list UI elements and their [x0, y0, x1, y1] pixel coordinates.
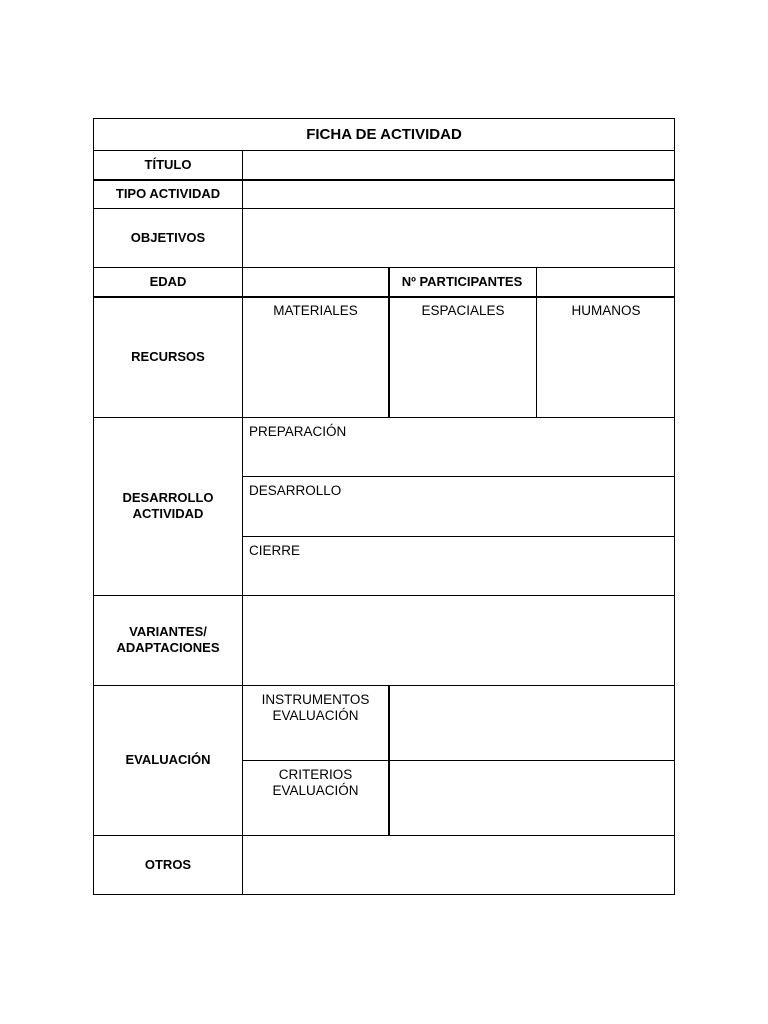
- desarrollo-actividad-label: [94, 417, 242, 595]
- activity-form: [93, 118, 675, 895]
- variantes-label-line1: VARIANTES/: [129, 624, 207, 639]
- criterios-evaluacion: [243, 767, 388, 799]
- recursos-humanos: HUMANOS: [571, 303, 641, 318]
- criterios-line2: EVALUACIÓN: [272, 783, 359, 798]
- tipo-actividad-label: TIPO ACTIVIDAD: [115, 186, 221, 201]
- divider: [242, 536, 674, 537]
- variantes-label-line2: ADAPTACIONES: [116, 640, 220, 655]
- instrumentos-line2: EVALUACIÓN: [272, 708, 359, 723]
- divider: [242, 760, 674, 761]
- instrumentos-line1: INSTRUMENTOS: [261, 692, 370, 707]
- desarrollo-label-line1: DESARROLLO: [122, 490, 214, 505]
- recursos-materiales: MATERIALES: [273, 303, 358, 318]
- objetivos-label: OBJETIVOS: [130, 229, 206, 245]
- form-title: FICHA DE ACTIVIDAD: [306, 126, 462, 143]
- instrumentos-evaluacion: [243, 692, 388, 724]
- participantes-label: Nº PARTICIPANTES: [401, 273, 523, 289]
- divider: [536, 267, 537, 417]
- evaluacion-label: EVALUACIÓN: [125, 752, 211, 767]
- fase-desarrollo: DESARROLLO: [249, 483, 342, 498]
- divider: [388, 685, 390, 835]
- divider: [242, 476, 674, 477]
- titulo-label: TÍTULO: [144, 156, 192, 172]
- recursos-espaciales: ESPACIALES: [421, 303, 505, 318]
- variantes-label: [94, 595, 242, 685]
- fase-cierre: CIERRE: [249, 543, 301, 558]
- recursos-label: RECURSOS: [131, 349, 205, 364]
- otros-label: OTROS: [144, 857, 192, 872]
- desarrollo-label-line2: ACTIVIDAD: [132, 506, 204, 521]
- edad-label: EDAD: [149, 273, 187, 289]
- criterios-line1: CRITERIOS: [278, 767, 353, 782]
- fase-preparacion: PREPARACIÓN: [249, 424, 347, 439]
